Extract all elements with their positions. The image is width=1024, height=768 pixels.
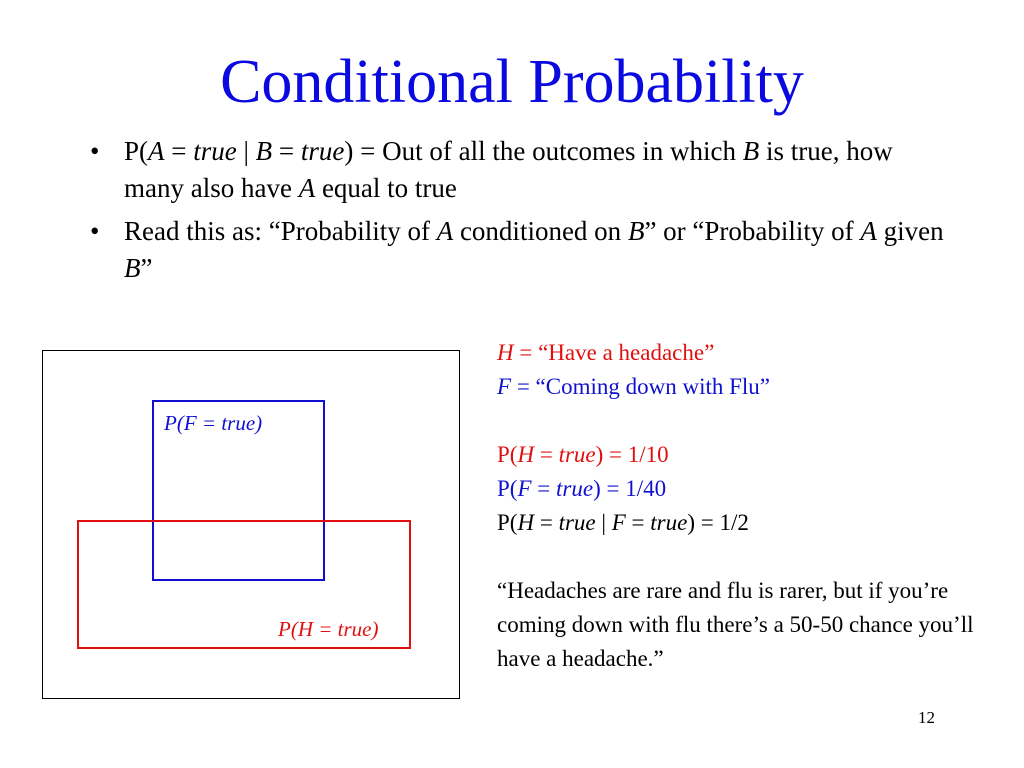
spacer bbox=[497, 404, 997, 438]
flu-region-label: P(F = true) bbox=[164, 411, 263, 435]
p-h-given-f-value: P(H = true | F = true) = 1/2 bbox=[497, 510, 749, 535]
bullet-conditional-definition: • P(A = true | B = true) = Out of all the outcomes in which B is true, how many also have A equal to true bbox=[90, 133, 950, 207]
interpretation-quote: “Headaches are rare and flu is rarer, but if you’re coming down with flu there’s a 50-50 chance you’ll have a headache.” bbox=[497, 578, 974, 671]
h-definition: H = “Have a headache” bbox=[497, 340, 715, 365]
slide-title: Conditional Probability bbox=[220, 48, 804, 116]
bullet-list bbox=[90, 133, 950, 293]
p-f-value: P(F = true) = 1/40 bbox=[497, 476, 667, 501]
p-h-value: P(H = true) = 1/10 bbox=[497, 442, 669, 467]
bullet-read-as: • Read this as: “Probability of A conditioned on B” or “Probability of A given B” bbox=[90, 213, 950, 287]
page-number: 12 bbox=[918, 708, 935, 727]
bullet-marker: • bbox=[90, 216, 100, 246]
headache-region-label: P(H = true) bbox=[278, 617, 379, 641]
example-panel bbox=[497, 336, 997, 676]
f-definition: F = “Coming down with Flu” bbox=[497, 374, 771, 399]
spacer bbox=[497, 540, 997, 574]
bullet-marker: • bbox=[90, 136, 100, 166]
